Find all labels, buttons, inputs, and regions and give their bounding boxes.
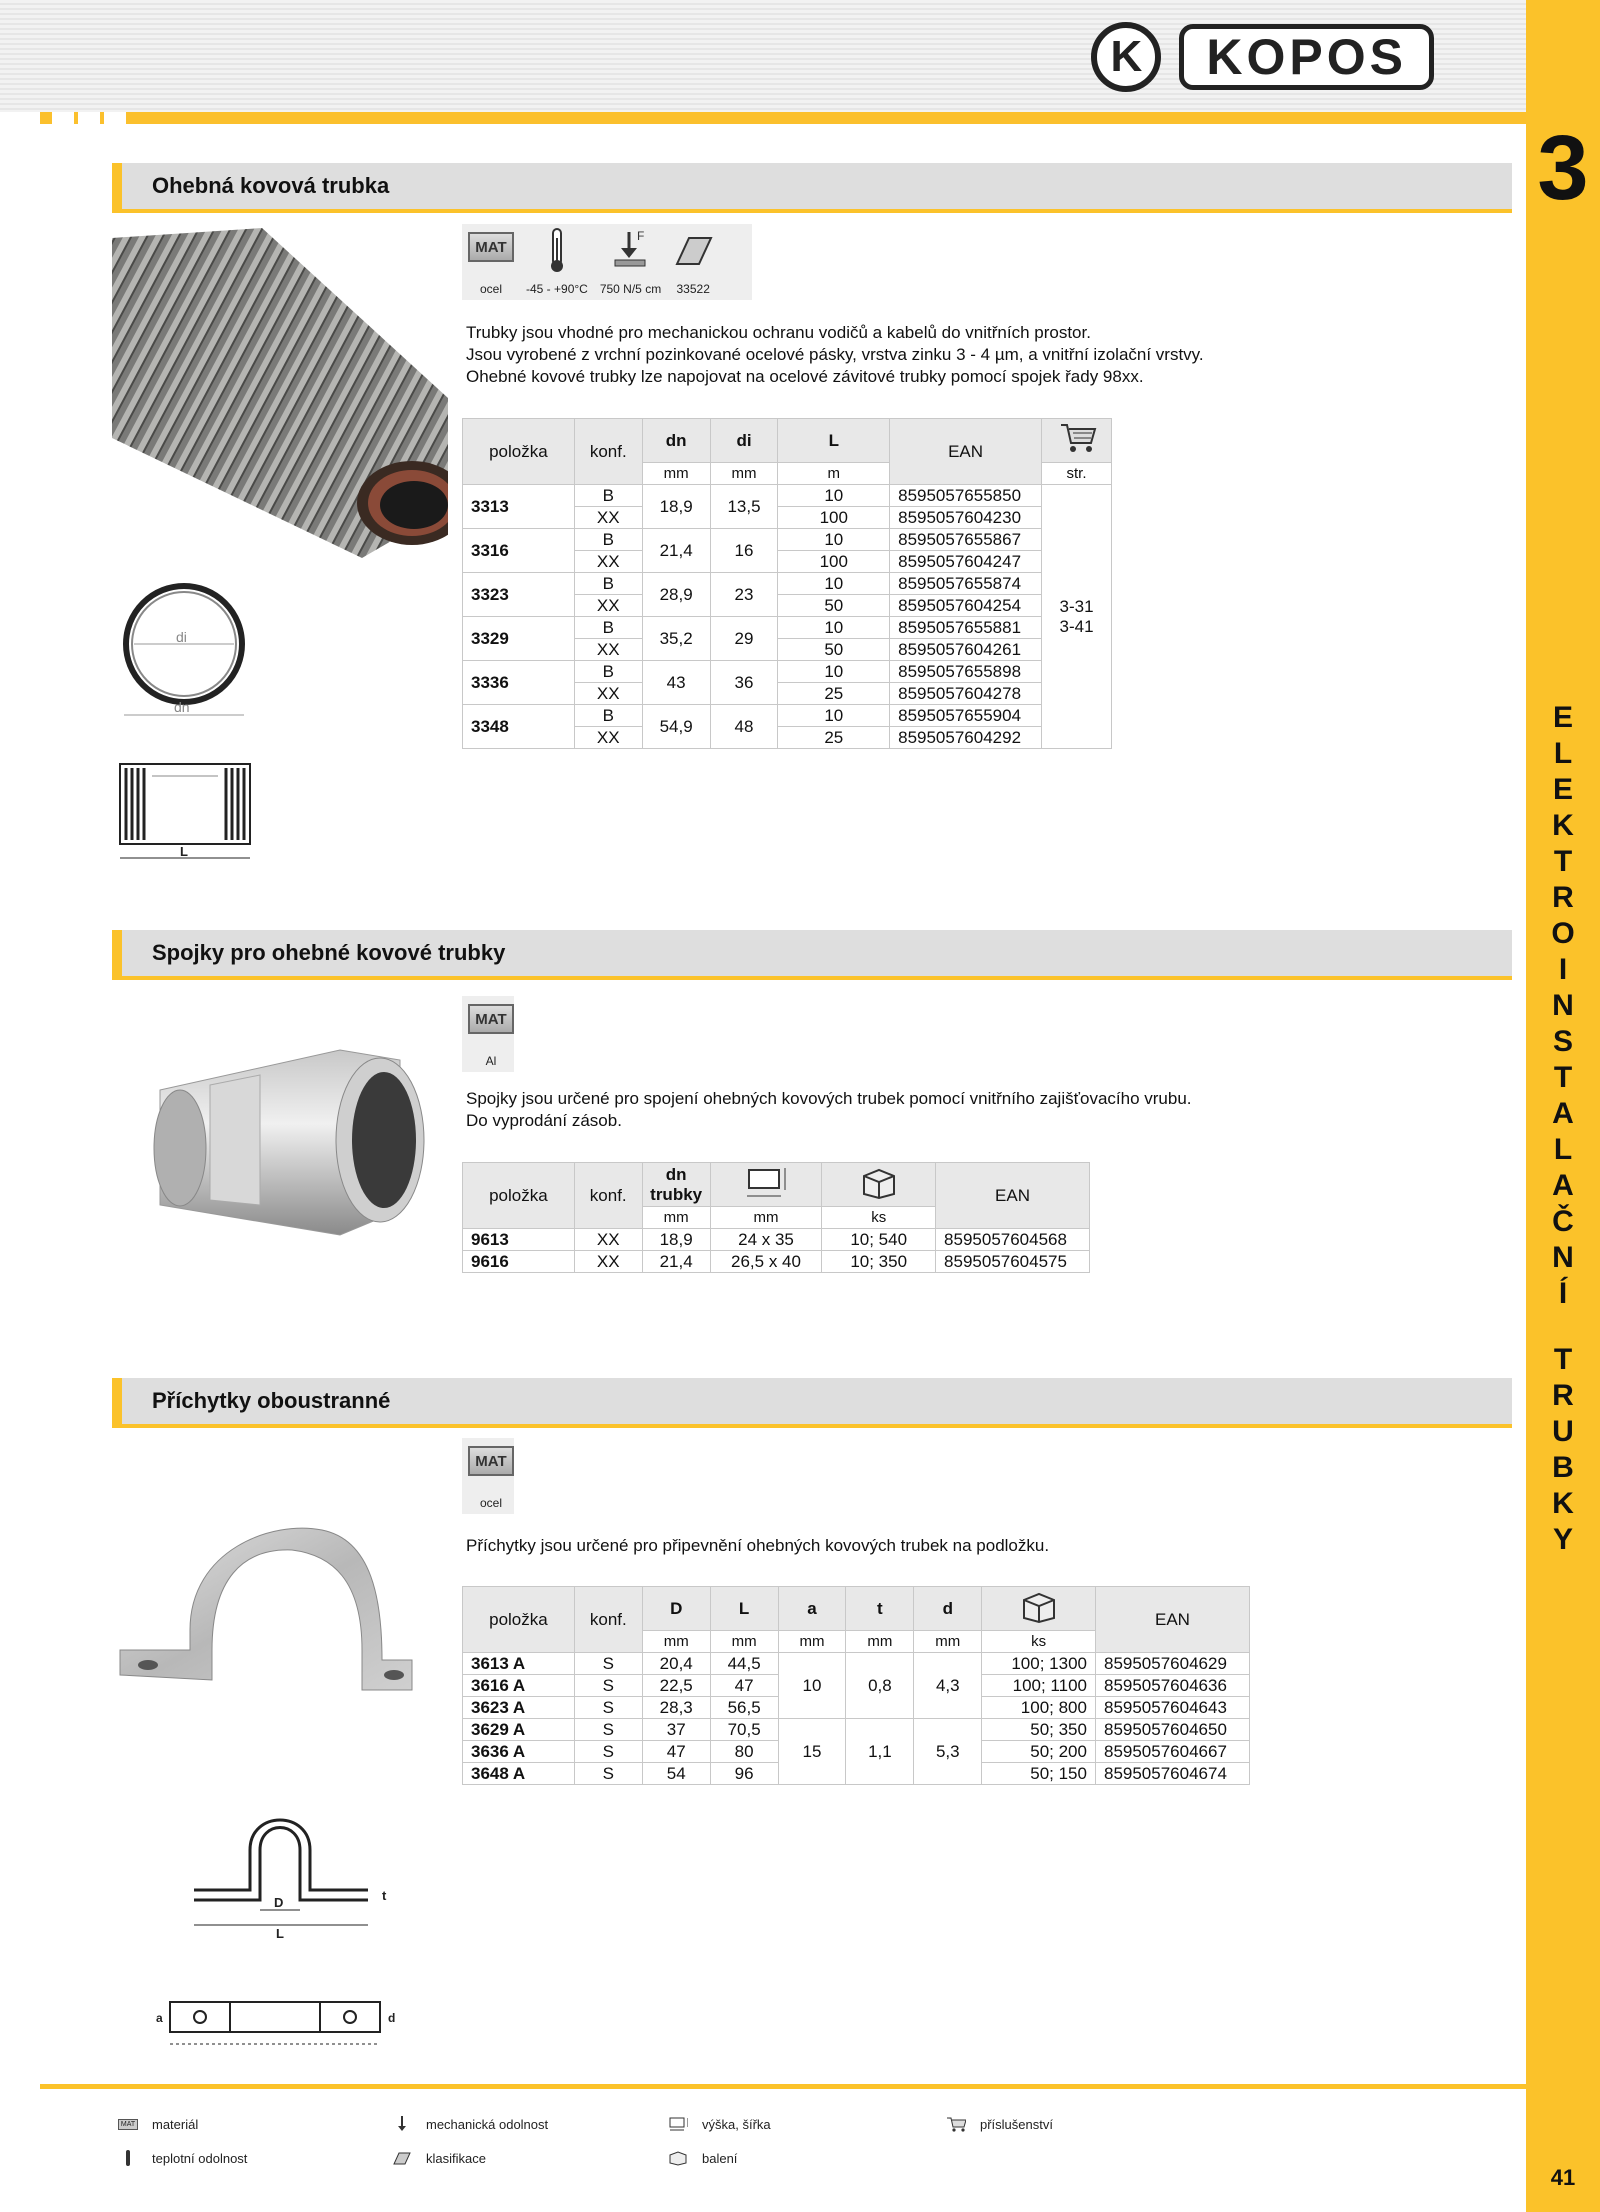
- product-code: 3613 A: [463, 1653, 575, 1675]
- classification-icon: [392, 2150, 412, 2166]
- svg-text:d: d: [388, 2011, 396, 2025]
- L-cell: 80: [710, 1741, 778, 1763]
- chapter-letter: L: [1553, 737, 1573, 770]
- config-cell: XX: [574, 551, 642, 573]
- s1-properties-strip: [462, 224, 752, 300]
- config-cell: XX: [574, 595, 642, 617]
- ean-cell: 8595057604629: [1095, 1653, 1249, 1675]
- cart-icon: [946, 2116, 966, 2132]
- logo-wordmark: KOPOS: [1179, 24, 1434, 90]
- chapter-letter: E: [1552, 701, 1573, 734]
- table-row: [463, 1653, 1250, 1675]
- size-cell: 26,5 x 40: [710, 1251, 822, 1273]
- length-cell: 25: [778, 683, 890, 705]
- svg-text:F: F: [636, 229, 644, 243]
- config-cell: B: [574, 661, 642, 683]
- product-code: 3313: [463, 485, 575, 529]
- section-header-prichytky: Příchytky oboustranné: [112, 1378, 1512, 1428]
- pack-cell: 100; 1100: [982, 1675, 1096, 1697]
- di-cell: 16: [710, 529, 778, 573]
- length-cell: 10: [778, 529, 890, 551]
- package-header: [982, 1587, 1096, 1631]
- di-cell: 29: [710, 617, 778, 661]
- pack-cell: 100; 800: [982, 1697, 1096, 1719]
- ean-cell: 8595057604568: [936, 1229, 1090, 1251]
- table-row: [463, 573, 1112, 595]
- section-header-spojky: Spojky pro ohebné kovové trubky: [112, 930, 1512, 980]
- table-row: [463, 661, 1112, 683]
- length-cell: 10: [778, 485, 890, 507]
- dn-cell: 21,4: [642, 1251, 710, 1273]
- ean-cell: 8595057655867: [890, 529, 1042, 551]
- chapter-letter: A: [1552, 1169, 1574, 1202]
- length-cell: 10: [778, 661, 890, 683]
- ean-cell: 8595057604261: [890, 639, 1042, 661]
- logo-emblem: K: [1091, 22, 1161, 92]
- svg-text:a: a: [156, 2011, 163, 2025]
- box-icon: [668, 2150, 688, 2166]
- ean-cell: 8595057604278: [890, 683, 1042, 705]
- config-cell: XX: [574, 1251, 642, 1273]
- accessory-pages: 3-31 3-41: [1042, 485, 1112, 749]
- legend-classification: klasifikace: [392, 2150, 486, 2166]
- ean-cell: 8595057604247: [890, 551, 1042, 573]
- svg-text:dn: dn: [174, 699, 190, 715]
- pack-cell: 50; 350: [982, 1719, 1096, 1741]
- table-row: [463, 705, 1112, 727]
- legend-dimensions: výška, šířka: [668, 2116, 771, 2132]
- pack-cell: 100; 1300: [982, 1653, 1096, 1675]
- product-code: 3616 A: [463, 1675, 575, 1697]
- length-cell: 10: [778, 705, 890, 727]
- length-cell: 25: [778, 727, 890, 749]
- chapter-letter: Í: [1558, 1277, 1568, 1310]
- ean-cell: 8595057604230: [890, 507, 1042, 529]
- chapter-letter: T: [1553, 1061, 1573, 1094]
- s2-description: Spojky jsou určené pro spojení ohebných kovových trubek pomocí vnitřního zajišťovacího vrubu. Do vyprodání zásob.: [466, 1089, 1192, 1130]
- product-code: 3636 A: [463, 1741, 575, 1763]
- chapter-letter: R: [1552, 1379, 1574, 1412]
- product-code: 9616: [463, 1251, 575, 1273]
- product-code: 3329: [463, 617, 575, 661]
- s2-product-table: položka konf. dn trubky EAN mm mm ks 9613 XX 18,9 24 x 35 10; 540 8595057604568 9616 XX 21,4 26,5 x 40 10; 350 8595057604575: [462, 1162, 1090, 1273]
- chapter-letter: S: [1552, 1025, 1573, 1058]
- di-cell: 13,5: [710, 485, 778, 529]
- ean-cell: 8595057604643: [1095, 1697, 1249, 1719]
- config-cell: S: [574, 1719, 642, 1741]
- mat-icon: MAT: [468, 1446, 514, 1476]
- config-cell: XX: [574, 1229, 642, 1251]
- legend-packaging: balení: [668, 2150, 737, 2166]
- ean-cell: 8595057604575: [936, 1251, 1090, 1273]
- table-row: [463, 529, 1112, 551]
- ean-cell: 8595057655850: [890, 485, 1042, 507]
- chapter-letter: O: [1551, 917, 1575, 950]
- ean-cell: 8595057655874: [890, 573, 1042, 595]
- clamp-front-diagram: [180, 1800, 420, 1940]
- D-cell: 37: [642, 1719, 710, 1741]
- table-row: [463, 1229, 1090, 1251]
- height-width-icon: [741, 1164, 791, 1200]
- svg-text:L: L: [276, 1926, 284, 1940]
- L-cell: 96: [710, 1763, 778, 1785]
- chapter-letter: B: [1552, 1451, 1574, 1484]
- ean-cell: 8595057604650: [1095, 1719, 1249, 1741]
- force-icon: [611, 228, 651, 272]
- ean-cell: 8595057655898: [890, 661, 1042, 683]
- a-cell: 15: [778, 1719, 846, 1785]
- chapter-letter: T: [1553, 845, 1573, 878]
- temperature-property: -45 - +90°C: [520, 224, 594, 300]
- chapter-word-2: [1526, 1342, 1600, 1558]
- ean-cell: 8595057604636: [1095, 1675, 1249, 1697]
- ean-cell: 8595057604292: [890, 727, 1042, 749]
- pack-cell: 10; 540: [822, 1229, 936, 1251]
- dn-cell: 28,9: [642, 573, 710, 617]
- clamp-photo: [112, 1510, 452, 1700]
- pack-cell: 50; 150: [982, 1763, 1096, 1785]
- flexible-conduit-photo: [112, 228, 448, 558]
- legend-accessories: příslušenství: [946, 2116, 1053, 2132]
- config-cell: XX: [574, 727, 642, 749]
- mat-icon: MAT: [468, 1004, 514, 1034]
- thermometer-icon: [118, 2150, 138, 2166]
- chapter-letter: K: [1552, 1487, 1574, 1520]
- product-code: 3336: [463, 661, 575, 705]
- d-cell: 4,3: [914, 1653, 982, 1719]
- footer-accent-line: [40, 2084, 1526, 2089]
- di-cell: 48: [710, 705, 778, 749]
- chapter-letter: Č: [1552, 1205, 1574, 1238]
- table-row: [463, 1719, 1250, 1741]
- section-header-ohebna-trubka: Ohebná kovová trubka: [112, 163, 1512, 213]
- pack-cell: 10; 350: [822, 1251, 936, 1273]
- legend-mechanical: mechanická odolnost: [392, 2116, 548, 2132]
- table-row: [463, 617, 1112, 639]
- clamp-top-diagram: [150, 1980, 420, 2060]
- length-cell: 100: [778, 551, 890, 573]
- mat-icon: MAT: [118, 2116, 138, 2132]
- chapter-letter: K: [1552, 809, 1574, 842]
- length-cell: 10: [778, 617, 890, 639]
- dn-cell: 35,2: [642, 617, 710, 661]
- L-cell: 70,5: [710, 1719, 778, 1741]
- material-property: MAT Al: [462, 996, 520, 1072]
- chapter-letter: N: [1552, 989, 1574, 1022]
- s2-properties-strip: [462, 996, 514, 1072]
- table-row: [463, 1251, 1090, 1273]
- t-cell: 1,1: [846, 1719, 914, 1785]
- D-cell: 54: [642, 1763, 710, 1785]
- L-cell: 56,5: [710, 1697, 778, 1719]
- ean-cell: 8595057604667: [1095, 1741, 1249, 1763]
- length-cell: 50: [778, 639, 890, 661]
- config-cell: XX: [574, 683, 642, 705]
- L-cell: 47: [710, 1675, 778, 1697]
- height-width-icon: [668, 2116, 688, 2132]
- D-cell: 22,5: [642, 1675, 710, 1697]
- product-code: 9613: [463, 1229, 575, 1251]
- thermometer-icon: [549, 228, 565, 274]
- product-code: 3348: [463, 705, 575, 749]
- ean-cell: 8595057604254: [890, 595, 1042, 617]
- di-cell: 23: [710, 573, 778, 617]
- chapter-letter: R: [1552, 881, 1574, 914]
- length-cell: 100: [778, 507, 890, 529]
- config-cell: B: [574, 617, 642, 639]
- chapter-letter: I: [1558, 953, 1568, 986]
- config-cell: S: [574, 1741, 642, 1763]
- a-cell: 10: [778, 1653, 846, 1719]
- mat-icon: MAT: [468, 232, 514, 262]
- cart-icon: [1057, 421, 1097, 455]
- header-accent-line: [40, 112, 1526, 124]
- header-bar: [0, 0, 1526, 112]
- D-cell: 28,3: [642, 1697, 710, 1719]
- mechanical-property: F 750 N/5 cm: [599, 229, 662, 296]
- D-cell: 47: [642, 1741, 710, 1763]
- config-cell: XX: [574, 507, 642, 529]
- s3-properties-strip: [462, 1438, 514, 1514]
- config-cell: S: [574, 1697, 642, 1719]
- pack-cell: 50; 200: [982, 1741, 1096, 1763]
- chapter-number: 3: [1537, 117, 1589, 219]
- product-code: 3323: [463, 573, 575, 617]
- chapter-letter: L: [1553, 1133, 1573, 1166]
- dimension-header: [710, 1163, 822, 1207]
- accessories-header: [1042, 419, 1112, 463]
- legend-temperature: teplotní odolnost: [118, 2150, 247, 2166]
- chapter-word-1: [1526, 700, 1600, 1312]
- dn-cell: 18,9: [642, 485, 710, 529]
- kopos-logo: [1091, 22, 1434, 92]
- svg-text:L: L: [180, 844, 188, 859]
- legend-material: MAT materiál: [118, 2116, 198, 2132]
- chapter-letter: T: [1553, 1343, 1573, 1376]
- material-property: MAT ocel: [462, 224, 520, 300]
- page-number: 41: [1550, 2165, 1576, 2190]
- chapter-letter: Y: [1552, 1523, 1573, 1556]
- config-cell: B: [574, 705, 642, 727]
- coupling-photo: [140, 1030, 440, 1250]
- chapter-title-vertical: [1526, 700, 1600, 1558]
- force-icon: [392, 2116, 412, 2132]
- classification-icon: [673, 228, 713, 272]
- package-header: [822, 1163, 936, 1207]
- config-cell: S: [574, 1675, 642, 1697]
- length-diagram: [112, 760, 262, 870]
- D-cell: 20,4: [642, 1653, 710, 1675]
- classification-property: 33522: [667, 224, 719, 300]
- dn-cell: 54,9: [642, 705, 710, 749]
- chapter-letter: A: [1552, 1097, 1574, 1130]
- s3-product-table: položka konf. D L a t d EAN mm mm mm mm mm ks 3613 A S 20,4 44,5 10 0,8 4,3 100; 1300 8595057604629 3616 A S 22,5 47 100; 1100 8595057604636 3623 A S 28,3 56,5 100; 800 8595057604643 3629 A S 37 70,5 15 1,1 5,3 50; 350 8595057604650 3636 A S 47 80 50; 200 8595057604667 3648 A S 54 96 50; 150 8595057604674: [462, 1586, 1250, 1785]
- config-cell: S: [574, 1653, 642, 1675]
- product-code: 3648 A: [463, 1763, 575, 1785]
- s1-description: Trubky jsou vhodné pro mechanickou ochranu vodičů a kabelů do vnitřních prostor. Jsou vyrobené z vrchní pozinkované ocelové pásky, vrstva zinku 3 - 4 µm, a vnitřní izolační vrstvy. Ohebné kovové trubky lze napojovat na ocelové závitové trubky pomocí spojek řady 98xx.: [466, 323, 1204, 386]
- ean-cell: 8595057604674: [1095, 1763, 1249, 1785]
- ean-cell: 8595057655881: [890, 617, 1042, 639]
- chapter-letter: U: [1552, 1415, 1574, 1448]
- size-cell: 24 x 35: [710, 1229, 822, 1251]
- d-cell: 5,3: [914, 1719, 982, 1785]
- s3-description: Příchytky jsou určené pro připevnění ohebných kovových trubek na podložku.: [466, 1536, 1050, 1555]
- chapter-letter: N: [1552, 1241, 1574, 1274]
- L-cell: 44,5: [710, 1653, 778, 1675]
- product-code: 3629 A: [463, 1719, 575, 1741]
- config-cell: B: [574, 485, 642, 507]
- table-row: [463, 485, 1112, 507]
- dn-cell: 18,9: [642, 1229, 710, 1251]
- config-cell: XX: [574, 639, 642, 661]
- config-cell: B: [574, 529, 642, 551]
- cross-section-diagram: [120, 580, 250, 730]
- ean-cell: 8595057655904: [890, 705, 1042, 727]
- box-icon: [858, 1164, 900, 1200]
- length-cell: 50: [778, 595, 890, 617]
- material-property: MAT ocel: [462, 1438, 520, 1514]
- dn-cell: 43: [642, 661, 710, 705]
- svg-text:di: di: [176, 629, 187, 645]
- dn-cell: 21,4: [642, 529, 710, 573]
- length-cell: 10: [778, 573, 890, 595]
- svg-text:t: t: [382, 1888, 387, 1903]
- product-code: 3316: [463, 529, 575, 573]
- box-icon: [1018, 1588, 1060, 1624]
- s1-product-table: položka konf. dn di L EAN mm mm m str. 3313 B 18,9 13,5 10 8595057655850 3-31 3-41 XX 100 8595057604230 3316 B 21,4 16 10 8595057655867 XX 100 8595057604247 3323 B 28,9 23 10 8595057655874 XX 50 8595057604254 3329 B 35,2 29 10 8595057655881 XX 50 8595057604261 3336 B 43 36 10 8595057655898 XX 25 8595057604278 3348 B 54,9 48 10 8595057655904 XX 25 8595057604292: [462, 418, 1112, 749]
- config-cell: S: [574, 1763, 642, 1785]
- config-cell: B: [574, 573, 642, 595]
- t-cell: 0,8: [846, 1653, 914, 1719]
- di-cell: 36: [710, 661, 778, 705]
- product-code: 3623 A: [463, 1697, 575, 1719]
- svg-text:D: D: [274, 1895, 284, 1910]
- chapter-letter: E: [1552, 773, 1573, 806]
